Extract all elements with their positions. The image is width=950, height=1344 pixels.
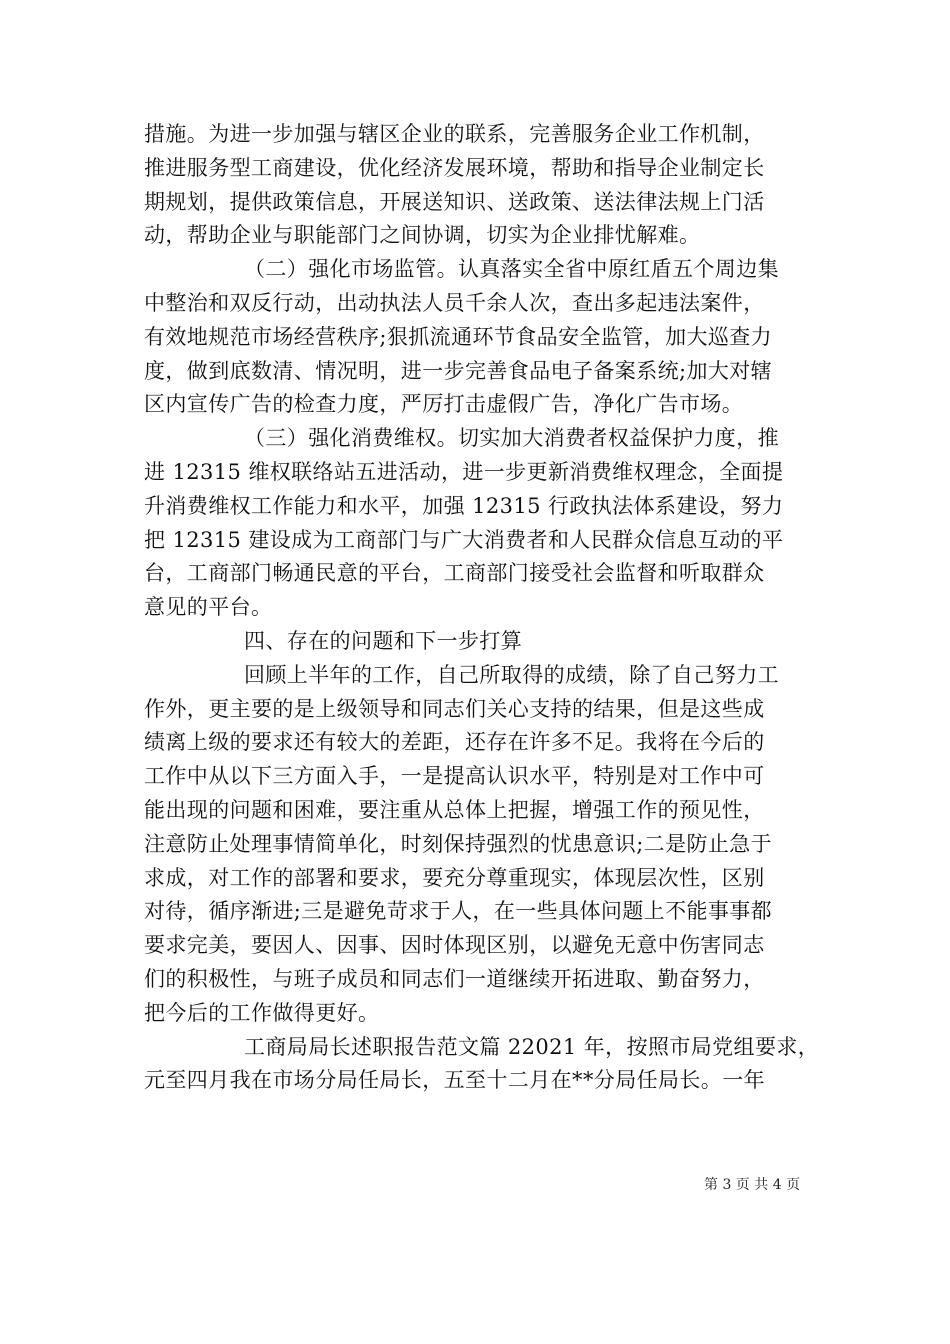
paragraph-start-line: 工商局局长述职报告范文篇 22021 年，按照市局党组要求， (244, 1034, 820, 1059)
text-line: 台，工商部门畅通民意的平台，工商部门接受社会监督和听取群众 (144, 561, 765, 586)
text-line: 要求完美，要因人、因事、因时体现区别，以避免无意中伤害同志 (144, 933, 765, 958)
text-line: 有效地规范市场经营秩序;狠抓流通环节食品安全监管，加大巡查力 (144, 324, 773, 349)
text-line: 动，帮助企业与职能部门之间协调，切实为企业排忧解难。 (144, 223, 701, 248)
paragraph-start-line: 回顾上半年的工作，自己所取得的成绩，除了自己努力工 (244, 662, 779, 687)
document-body (144, 118, 820, 1098)
text-line: 措施。为进一步加强与辖区企业的联系，完善服务企业工作机制， (144, 122, 765, 146)
text-line: 进 12315 维权联络站五进活动，进一步更新消费维权理念，全面提 (144, 459, 784, 484)
text-line: 元至四月我在市场分局任局长，五至十二月在**分局任局长。一年 (144, 1068, 765, 1093)
text-line: 们的积极性，与班子成员和同志们一道继续开拓进取、勤奋努力， (144, 966, 765, 991)
text-line: 能出现的问题和困难，要注重从总体上把握，增强工作的预见性， (144, 797, 765, 822)
text-line: 期规划，提供政策信息，开展送知识、送政策、送法律法规上门活 (144, 189, 765, 214)
text-line: 工作中从以下三方面入手，一是提高认识水平，特别是对工作中可 (144, 764, 765, 789)
text-line: 把今后的工作做得更好。 (144, 1000, 380, 1025)
text-line: 区内宣传广告的检查力度，严厉打击虚假广告，净化广告市场。 (144, 392, 744, 417)
text-line: 度，做到底数清、情况明，进一步完善食品电子备案系统;加大对辖 (144, 358, 773, 383)
text-line: 绩离上级的要求还有较大的差距，还存在许多不足。我将在今后的 (144, 730, 765, 755)
text-line: 求成，对工作的部署和要求，要充分尊重现实，体现层次性，区别 (144, 865, 765, 890)
page-number: 第 3 页 共 4 页 (704, 1177, 801, 1193)
text-line: 作外，更主要的是上级领导和同志们关心支持的结果，但是这些成 (144, 696, 765, 721)
section-heading-line: （三）强化消费维权。切实加大消费者权益保护力度，推 (244, 426, 779, 451)
text-line: 升消费维权工作能力和水平，加强 12315 行政执法体系建设，努力 (144, 493, 784, 518)
text-line: 注意防止处理事情简单化，时刻保持强烈的忧患意识;二是防止急于 (144, 831, 773, 856)
section-heading-line: （二）强化市场监管。认真落实全省中原红盾五个周边集 (244, 257, 779, 282)
text-line: 中整治和双反行动，出动执法人员千余人次，查出多起违法案件， (144, 290, 765, 315)
text-line: 意见的平台。 (144, 595, 273, 620)
text-line: 推进服务型工商建设，优化经济发展环境，帮助和指导企业制定长 (144, 155, 765, 180)
section-title: 四、存在的问题和下一步打算 (244, 628, 523, 653)
text-line: 把 12315 建设成为工商部门与广大消费者和人民群众信息互动的平 (144, 527, 784, 552)
text-line: 对待，循序渐进;三是避免苛求于人，在一些具体问题上不能事事都 (144, 899, 773, 924)
